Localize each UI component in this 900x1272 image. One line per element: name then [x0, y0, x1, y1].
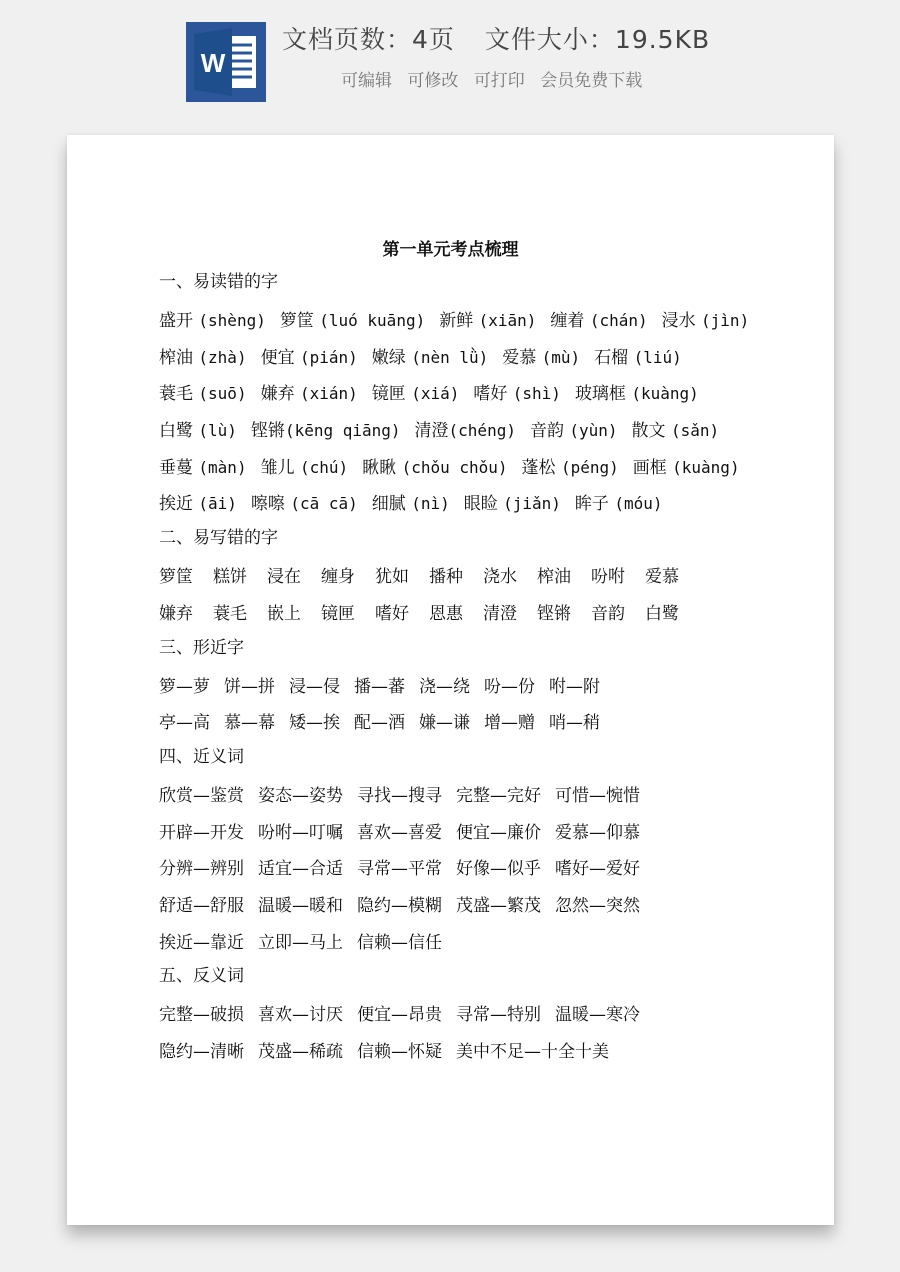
vocab-item: 完整—破损: [159, 1005, 244, 1026]
vocab-item: 寻常—特别: [456, 1005, 541, 1026]
vocab-item: 恩惠: [429, 603, 463, 624]
vocab-item: 开辟—开发: [159, 822, 244, 843]
vocab-item: 配—酒: [354, 713, 405, 734]
vocab-item: 咐—附: [549, 676, 600, 697]
word-document-icon: [186, 22, 266, 102]
section-line: [159, 888, 809, 925]
vocab-item: 瞅瞅 (chǒu chǒu): [362, 457, 508, 478]
vocab-item: 铿锵: [537, 603, 571, 624]
vocab-item: 嫌弃: [159, 603, 193, 624]
vocab-item: 清澄(chéng): [414, 421, 516, 442]
vocab-item: 便宜—廉价: [456, 822, 541, 843]
vocab-item: 镜匣 (xiá): [371, 384, 460, 405]
section-line: [159, 851, 809, 888]
vocab-item: 榨油 (zhà): [159, 347, 247, 368]
vocab-item: 蓑毛: [213, 603, 247, 624]
page-count: 文档页数：4页: [282, 25, 455, 54]
vocab-item: 姿态—姿势: [258, 785, 343, 806]
vocab-item: 浇水: [483, 567, 517, 588]
vocab-item: 犹如: [375, 567, 409, 588]
file-size: 文件大小：19.5KB: [484, 25, 711, 54]
vocab-item: 箩—萝: [159, 676, 210, 697]
vocab-item: 清澄: [483, 603, 517, 624]
vocab-item: 镜匣: [321, 603, 355, 624]
vocab-item: 雏儿 (chú): [260, 457, 349, 478]
vocab-item: 隐约—清晰: [159, 1042, 244, 1062]
vocab-item: 蓬松 (péng): [521, 457, 619, 478]
vocab-item: 嗜好—爱好: [555, 859, 640, 880]
vocab-item: 亭—高: [159, 713, 210, 734]
vocab-item: 石榴 (liú): [594, 347, 682, 368]
vocab-item: 可惜—惋惜: [555, 785, 640, 806]
vocab-item: 分辨—辨别: [159, 859, 244, 880]
feature-printable: 可打印: [473, 71, 525, 91]
section-line: [159, 705, 809, 742]
feature-list: [341, 66, 652, 91]
vocab-item: 温暖—暖和: [258, 895, 343, 916]
vocab-item: 浸水 (jìn): [661, 311, 750, 331]
document-title: 第一单元考点梳理: [382, 240, 519, 260]
vocab-item: 浇—绕: [419, 676, 470, 697]
vocab-item: 缠着 (chán): [550, 311, 648, 331]
vocab-item: 眼睑 (jiǎn): [463, 494, 561, 515]
vocab-item: 饼—拼: [224, 676, 275, 697]
section-line: [159, 997, 809, 1034]
vocab-item: 哨—稍: [549, 713, 600, 734]
vocab-item: 铿锵(kēng qiāng): [250, 421, 401, 442]
vocab-item: 温暖—寒冷: [555, 1005, 640, 1026]
vocab-item: 音韵 (yùn): [529, 421, 618, 442]
vocab-item: 矮—挨: [289, 713, 340, 734]
feature-modifiable: 可修改: [407, 71, 459, 91]
vocab-item: 挨近—靠近: [159, 932, 244, 953]
vocab-item: 舒适—舒服: [159, 895, 244, 916]
feature-member-download: 会员免费下载: [540, 71, 643, 91]
vocab-item: 箩筐 (luó kuāng): [279, 311, 426, 331]
vocab-item: 好像—似乎: [456, 859, 541, 880]
section-line: [159, 669, 809, 706]
vocab-item: 增—赠: [484, 713, 535, 734]
vocab-item: 嫩绿 (nèn lǜ): [371, 347, 489, 368]
vocab-item: 吩咐—叮嘱: [258, 822, 343, 843]
vocab-item: 适宜—合适: [258, 859, 343, 880]
vocab-item: 吩咐: [591, 567, 625, 588]
vocab-item: 嫌弃 (xián): [260, 384, 358, 405]
vocab-item: 眸子 (móu): [574, 494, 663, 515]
vocab-item: 忽然—突然: [555, 895, 640, 916]
vocab-item: 嫌—谦: [419, 713, 470, 734]
section-line: [159, 778, 809, 815]
section-line: [159, 413, 809, 450]
vocab-item: 爱慕 (mù): [502, 347, 581, 368]
vocab-item: 寻找—搜寻: [357, 785, 442, 806]
section-line: [159, 925, 809, 962]
section-line: [159, 596, 809, 633]
document-meta: [282, 20, 710, 56]
vocab-item: 细腻 (nì): [371, 494, 450, 515]
section-line: [159, 559, 809, 596]
vocab-item: 白鹭 (lù): [159, 421, 237, 442]
document-page: [67, 135, 834, 1225]
vocab-item: 嵌上: [267, 603, 301, 624]
vocab-item: 茂盛—稀疏: [258, 1042, 343, 1062]
vocab-item: 立即—马上: [258, 932, 343, 953]
vocab-item: 欣赏—鉴赏: [159, 785, 244, 806]
vocab-item: 盛开 (shèng): [159, 311, 266, 331]
vocab-item: 便宜 (pián): [260, 347, 358, 368]
vocab-item: 白鹭: [645, 603, 679, 624]
vocab-item: 信赖—怀疑: [357, 1042, 442, 1062]
vocab-item: 完整—完好: [456, 785, 541, 806]
vocab-item: 榨油: [537, 567, 571, 588]
vocab-item: 播—蕃: [354, 676, 405, 697]
vocab-item: 茂盛—繁茂: [456, 895, 541, 916]
vocab-item: 便宜—昂贵: [357, 1005, 442, 1026]
vocab-item: 嗜好: [375, 603, 409, 624]
section-line: [159, 376, 809, 413]
vocab-item: 寻常—平常: [357, 859, 442, 880]
section-line: [159, 303, 809, 340]
vocab-item: 蓑毛 (suō): [159, 384, 247, 405]
vocab-item: 信赖—信任: [357, 932, 442, 953]
svg-text:W: W: [200, 48, 226, 78]
vocab-item: 美中不足—十全十美: [456, 1042, 609, 1062]
section-heading: 一、易读错的字: [159, 272, 278, 292]
vocab-item: 玻璃框 (kuàng): [574, 384, 699, 405]
vocab-item: 喜欢—讨厌: [258, 1005, 343, 1026]
section-line: [159, 450, 809, 487]
vocab-item: 嗜好 (shì): [473, 384, 561, 405]
download-banner: [0, 0, 900, 120]
vocab-item: 散文 (sǎn): [631, 421, 720, 442]
section-line: [159, 815, 809, 852]
vocab-item: 播种: [429, 567, 463, 588]
vocab-item: 爱慕—仰慕: [555, 822, 640, 843]
vocab-item: 嚓嚓 (cā cā): [250, 494, 358, 515]
vocab-item: 爱慕: [645, 567, 679, 588]
section-heading: 三、形近字: [159, 637, 244, 658]
vocab-item: 箩筐: [159, 567, 193, 588]
section-heading: 二、易写错的字: [159, 528, 278, 549]
section-line: [159, 1034, 809, 1071]
section-heading: 五、反义词: [159, 966, 244, 987]
document-content: [159, 267, 809, 1071]
vocab-item: 隐约—模糊: [357, 895, 442, 916]
vocab-item: 喜欢—喜爱: [357, 822, 442, 843]
vocab-item: 浸在: [267, 567, 301, 588]
vocab-item: 新鲜 (xiān): [439, 311, 537, 331]
vocab-item: 慕—幕: [224, 713, 275, 734]
vocab-item: 浸—侵: [289, 676, 340, 697]
section-line: [159, 340, 809, 377]
vocab-item: 吩—份: [484, 676, 535, 697]
feature-editable: 可编辑: [341, 71, 392, 91]
vocab-item: 音韵: [591, 603, 625, 624]
vocab-item: 挨近 (āi): [159, 494, 237, 515]
vocab-item: 缠身: [321, 567, 355, 588]
section-heading: 四、近义词: [159, 746, 244, 767]
vocab-item: 糕饼: [213, 567, 247, 588]
vocab-item: 垂蔓 (màn): [159, 457, 247, 478]
vocab-item: 画框 (kuàng): [632, 457, 740, 478]
section-line: [159, 486, 809, 523]
